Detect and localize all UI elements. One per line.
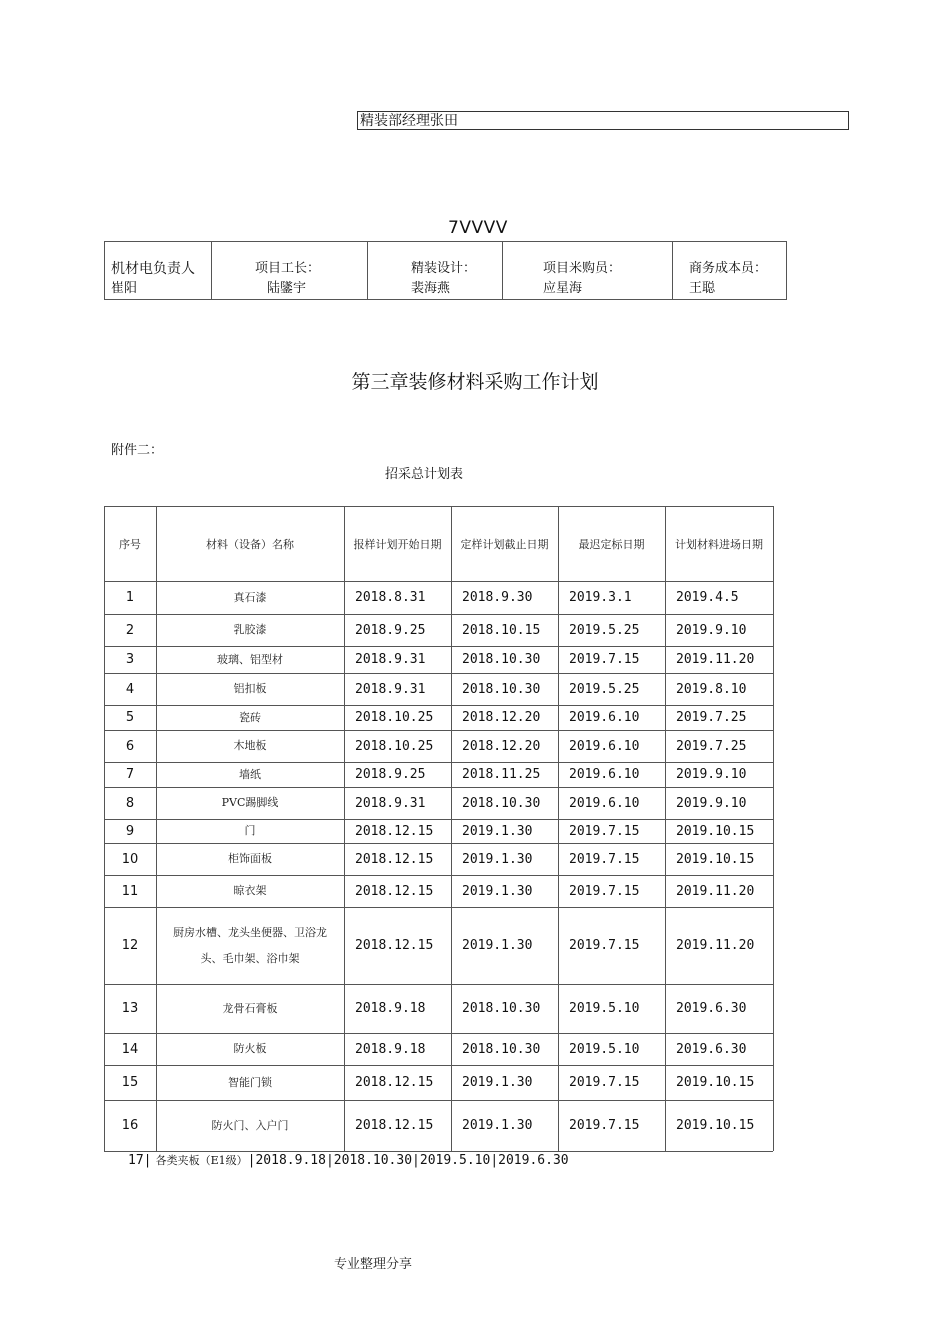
date-cell: 2019.1.30 [462,1118,533,1133]
date-cell: 2019.1.30 [462,938,533,953]
date-cell: 2018.12.20 [462,738,541,754]
row-number: 12 [121,938,139,953]
table-rule [773,506,774,1151]
header-mark: 7VVVV [448,218,508,238]
date-cell: 2019.4.5 [676,590,739,605]
table-header-cell: 最迟定标日期 [578,537,645,551]
material-name: PVC踢脚线 [221,796,279,809]
date-cell: 2019.11.20 [676,652,755,667]
table-header-cell: 材料（设备）名称 [206,537,294,551]
staff-role: 项目米购员： [543,261,622,276]
row-number: 3 [125,652,135,667]
row-number: 16 [121,1118,139,1133]
date-cell: 2019.6.30 [676,1001,747,1016]
staff-name: 陆鐆宇 [267,281,307,296]
date-cell: 2018.10.15 [462,622,541,638]
row-number: 9 [125,823,135,839]
staff-cell [105,242,212,300]
date-cell: 2018.10.30 [462,652,541,667]
row-number: 14 [121,1041,139,1057]
chapter-title: 第三章装修材料采购工作计划 [351,371,599,393]
procurement-plan-table [104,506,773,1151]
date-cell: 2019.6.30 [676,1041,747,1057]
date-cell: 2019.5.10 [569,1041,640,1057]
date-cell: 2019.9.10 [676,767,747,782]
material-name: 柜饰面板 [228,852,272,865]
date-cell: 2018.9.31 [355,681,426,697]
date-cell: 2019.11.20 [676,883,755,899]
material-name: 智能门锁 [228,1075,272,1089]
date-cell: 2018.8.31 [355,590,426,605]
date-cell: 2018.12.15 [355,938,434,953]
date-cell: 2019.1.30 [462,823,533,839]
date-cell: 2018.12.15 [355,883,434,899]
date-cell: 2018.10.25 [355,738,434,754]
row-number: 8 [125,795,135,811]
date-cell: 2018.10.30 [462,795,541,811]
material-name: 厨房水槽、龙头坐便器、卫浴龙头、毛巾架、浴巾架 [173,925,327,965]
material-name: 真石漆 [233,590,267,604]
staff-role: 精装设计： [411,261,477,276]
date-cell: 2019.11.20 [676,938,755,953]
date-cell: 2018.12.15 [355,1118,434,1133]
date-cell: 2018.11.25 [462,767,541,782]
date-cell: 2019.7.25 [676,738,747,754]
date-cell: 2019.6.10 [569,738,640,754]
date-cell: 2018.12.15 [355,1075,434,1090]
date-cell: 2019.7.15 [569,1118,640,1133]
date-cell: 2019.5.25 [569,681,640,697]
footer-note: 专业整理分享 [334,1257,413,1272]
material-name: 玻璃、铝型材 [217,652,283,666]
row-17-date: 2019.6.30 [498,1153,569,1168]
manager-box: 精装部经理张田 [357,111,849,130]
material-name: 墙纸 [239,767,261,781]
date-cell: 2019.5.10 [569,1001,640,1016]
staff-name: 应星海 [543,281,583,296]
row-17: 17| 各类夹板（E1级）|2018.9.18|2018.10.30|2019.5.10|2019.6.30 [128,1153,569,1168]
date-cell: 2018.10.30 [462,1001,541,1016]
date-cell: 2019.5.25 [569,622,640,638]
date-cell: 2019.10.15 [676,851,755,867]
material-name: 乳胶漆 [233,623,267,636]
table-header-cell: 报样计划开始日期 [353,537,442,551]
row-17-date: 2019.5.10 [419,1153,491,1168]
date-cell: 2019.7.15 [569,938,640,953]
date-cell: 2019.9.10 [676,795,747,811]
date-cell: 2018.9.18 [355,1001,426,1016]
staff-role: 机材电负责人 [111,261,195,277]
date-cell: 2019.1.30 [462,1075,533,1090]
material-name: 防火门、入户门 [211,1118,289,1132]
material-name: 晾衣架 [233,884,267,897]
date-cell: 2018.9.25 [355,622,426,638]
material-name: 防火板 [233,1042,267,1055]
date-cell: 2018.10.30 [462,1041,541,1057]
staff-cell [368,242,503,300]
date-cell: 2019.7.15 [569,1075,640,1090]
row-number: 5 [125,710,135,725]
row-number: 2 [125,622,135,638]
row-number: 15 [121,1075,139,1090]
date-cell: 2018.10.30 [462,681,541,697]
row-17-date: 2018.9.18 [255,1153,326,1168]
staff-cell [503,242,673,300]
row-17-date: 2018.10.30 [333,1153,413,1168]
staff-table [104,241,787,300]
date-cell: 2019.1.30 [462,883,533,899]
row-number: 1 [125,590,135,605]
date-cell: 2018.9.25 [355,767,426,782]
date-cell: 2019.7.15 [569,652,640,667]
date-cell: 2018.12.20 [462,710,541,725]
staff-role: 项目工长： [255,261,321,276]
date-cell: 2018.9.31 [355,652,426,667]
material-name: 龙骨石膏板 [222,1001,278,1015]
staff-name: 王聪 [689,281,716,296]
date-cell: 2018.10.25 [355,710,434,725]
date-cell: 2018.9.18 [355,1041,426,1057]
staff-name: 崔阳 [111,281,138,296]
date-cell: 2019.6.10 [569,710,640,725]
date-cell: 2018.12.15 [355,823,434,839]
date-cell: 2019.3.1 [569,590,632,605]
date-cell: 2019.9.10 [676,622,747,638]
date-cell: 2019.10.15 [676,823,755,839]
row-number: 4 [125,681,135,697]
material-name: 铝扣板 [233,682,267,695]
date-cell: 2019.6.10 [569,795,640,811]
date-cell: 2018.12.15 [355,851,434,867]
date-cell: 2019.10.15 [676,1118,755,1133]
row-number: 11 [121,883,139,899]
material-name: 门 [244,824,256,837]
staff-name: 裴海燕 [411,281,451,296]
date-cell: 2019.6.10 [569,767,640,782]
row-number: 7 [125,767,135,782]
row-number: 6 [125,738,135,754]
date-cell: 2019.7.15 [569,851,640,867]
date-cell: 2018.9.31 [355,795,426,811]
date-cell: 2019.7.25 [676,710,747,725]
material-name: 瓷砖 [239,710,261,724]
date-cell: 2019.7.15 [569,883,640,899]
date-cell: 2019.8.10 [676,681,747,697]
row-number: 13 [121,1001,139,1016]
attachment-label: 附件二： [111,443,164,458]
staff-role: 商务成本员： [689,261,768,276]
date-cell: 2019.1.30 [462,851,533,867]
table-header-cell: 序号 [119,537,141,551]
row-17-no: 17 [128,1153,144,1168]
table-header-cell: 定样计划截止日期 [460,537,549,551]
date-cell: 2019.10.15 [676,1075,755,1090]
table-title: 招采总计划表 [384,467,463,482]
date-cell: 2019.7.15 [569,823,640,839]
staff-cell [212,242,368,300]
table-header-cell: 计划材料进场日期 [675,537,763,551]
material-name: 木地板 [233,739,267,752]
staff-cell [673,242,787,300]
row-17-name: 各类夹板（E1级） [155,1154,248,1167]
row-number: 10 [121,851,139,867]
date-cell: 2018.9.30 [462,590,533,605]
